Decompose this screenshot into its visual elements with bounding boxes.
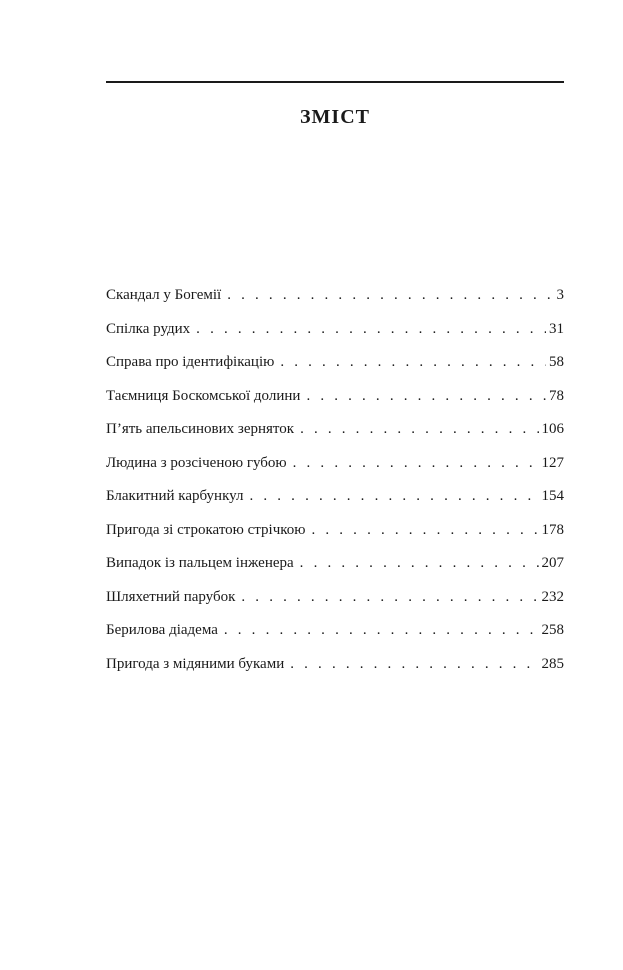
dot-leader bbox=[311, 517, 538, 543]
toc-entry bbox=[106, 617, 564, 651]
toc-entry-title: Справа про ідентифікацію bbox=[106, 354, 275, 370]
toc-entry bbox=[106, 349, 564, 383]
toc-entry bbox=[106, 517, 564, 551]
toc-entry bbox=[106, 483, 564, 517]
dot-leader bbox=[227, 282, 553, 308]
dot-leader bbox=[249, 483, 538, 509]
toc-page-number: 154 bbox=[541, 488, 564, 504]
toc-entry-title: Спілка рудих bbox=[106, 320, 191, 337]
toc-entry bbox=[106, 450, 564, 484]
toc-page-number: 31 bbox=[549, 320, 564, 337]
toc-entry-title: Скандал у Богемії bbox=[106, 287, 222, 303]
toc-entry bbox=[106, 316, 564, 350]
toc-entry bbox=[106, 282, 564, 316]
toc-page-number: 178 bbox=[541, 521, 564, 538]
toc-entry-title: Випадок із пальцем інженера bbox=[106, 555, 294, 571]
dot-leader bbox=[196, 316, 546, 342]
dot-leader bbox=[306, 383, 546, 409]
header-rule bbox=[106, 81, 564, 83]
toc-entry-title: Шляхетний парубок bbox=[106, 588, 236, 605]
toc-entry bbox=[106, 550, 564, 584]
toc-entry bbox=[106, 383, 564, 417]
toc-entry bbox=[106, 416, 564, 450]
toc-page-number: 258 bbox=[541, 622, 564, 638]
dot-leader bbox=[290, 651, 538, 677]
dot-leader bbox=[300, 550, 539, 576]
toc-entry bbox=[106, 584, 564, 618]
toc-entry-title: Пригода зі строкатою стрічкою bbox=[106, 521, 306, 538]
toc-entry-title: Блакитний карбункул bbox=[106, 488, 244, 504]
dot-leader bbox=[241, 584, 538, 610]
toc-page-number: 78 bbox=[549, 387, 564, 404]
toc-page-number: 285 bbox=[541, 655, 564, 672]
dot-leader bbox=[293, 450, 539, 476]
toc-entry-title: Людина з розсіченою губою bbox=[106, 454, 287, 471]
toc-entry-title: Берилова діадема bbox=[106, 622, 218, 638]
toc-page-number: 207 bbox=[541, 555, 564, 571]
toc-page-number: 232 bbox=[541, 588, 564, 605]
toc-entry bbox=[106, 651, 564, 685]
toc-page-number: 58 bbox=[549, 354, 564, 370]
toc-page-number: 106 bbox=[541, 421, 564, 437]
toc-page-number: 127 bbox=[541, 454, 564, 471]
dot-leader bbox=[280, 349, 546, 375]
table-of-contents bbox=[106, 282, 564, 684]
dot-leader bbox=[300, 416, 538, 442]
page-title: ЗМІСТ bbox=[300, 106, 370, 128]
toc-entry-title: П’ять апельсинових зерняток bbox=[106, 421, 295, 437]
toc-entry-title: Таємниця Боскомської долини bbox=[106, 387, 301, 404]
toc-page-number: 3 bbox=[556, 287, 564, 303]
toc-entry-title: Пригода з мідяними буками bbox=[106, 655, 285, 672]
dot-leader bbox=[224, 617, 539, 643]
